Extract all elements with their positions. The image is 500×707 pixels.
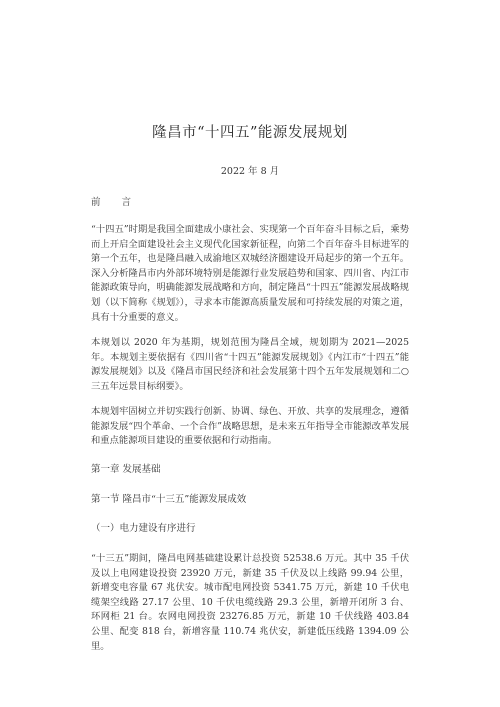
section-heading: 第一节 隆昌市“十三五”能源发展成效 [91,494,247,505]
preface-heading: 前 言 [91,197,141,208]
subsection-heading: （一）电力建设有序进行 [91,523,196,534]
document-date: 2022 年 8 月 [220,166,280,177]
preface-paragraph-1: “十四五”时期是我国全面建成小康社会、实现第一个百年奋斗目标之后，乘势而上开启全面建设社会主义现代化国家新征程，向第二个百年奋斗目标进军的第一个五年，也是隆昌融入成渝地区双城经济圈建设开局起步的第一个五年。深入分析隆昌市内外部环境特别是能源行业发展趋势和国家、四川省、内江市能源政策导向，明确能源发展战略和方向，制定隆昌“十四五”能源发展战略规划（以下简称《规划》），寻求本市能源高质量发展和可持续发展的对策之道，具有十分重要的意义。 [91,224,409,323]
chapter-heading: 第一章 发展基础 [91,464,161,475]
document-title: 隆昌市“十四五”能源发展规划 [152,125,348,141]
preface-paragraph-3: 本规划牢固树立并切实践行创新、协调、绿色、开放、共享的发展理念，遵循能源发展“四个革命、一个合作”战略思想，是未来五年指导全市能源改革发展和重点能源项目建设的重要依据和行动指南。 [91,406,409,447]
preface-paragraph-2: 本规划以 2020 年为基期，规划范围为隆昌全域，规划期为 2021—2025 年。本规划主要依据有《四川省“十四五”能源发展规划》《内江市“十四五”能源发展规划》以及《隆昌市国民经济和社会发展第十四个五年发展规划和二○三五年远景目标纲要》。 [91,337,409,392]
section-paragraph: “十三五”期间，隆昌电网基础建设累计总投资 52538.6 万元。其中 35 千伏及以上电网建设投资 23920 万元，新建 35 千伏及以上线路 99.94 公里，新增变电容量 67 兆伏安。城市配电网投资 5341.75 万元，新建 10 千伏电缆架空线路 27.17 公里、10 千伏电缆线路 29.3 公里，新增开闭所 3 台、环网柜 21 台。农网电网投资 23276.85 万元，新建 10 千伏线路 403.84 公里、配变 818 台，新增容量 110.74 兆伏安，新建低压线路 1394.09 公里。 [91,553,409,652]
